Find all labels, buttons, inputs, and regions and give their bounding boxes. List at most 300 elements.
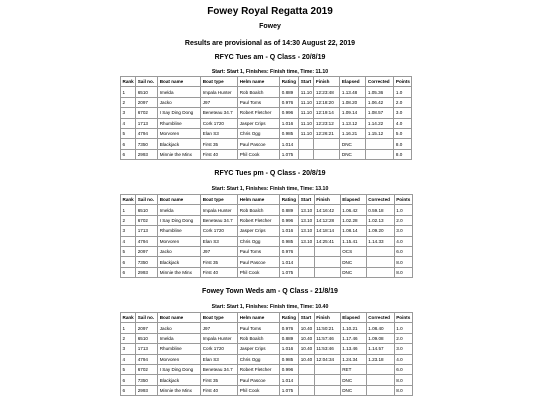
elapsed-cell: 1.13.46 — [340, 344, 366, 354]
elapsed-cell: 1.16.21 — [340, 128, 366, 138]
start-cell: 11.10 — [299, 108, 314, 118]
sail-no-cell: 6510 — [136, 205, 158, 215]
points-cell: 1.0 — [394, 323, 412, 333]
points-cell: 3.0 — [394, 108, 412, 118]
elapsed-cell: 1.08.20 — [340, 97, 366, 107]
start-cell: 13.10 — [299, 236, 315, 246]
helm-name-cell: Robert Fletcher — [238, 364, 280, 374]
sail-no-cell: 6510 — [136, 87, 158, 97]
points-cell: 4.0 — [394, 354, 412, 364]
helm-name-cell: Paul Toms — [238, 97, 280, 107]
sail-no-cell: 4794 — [136, 128, 158, 138]
race-3-start-info: Start: Start 1, Finishes: Finish time, Time: 10.40 — [211, 304, 329, 310]
rank-cell: 1 — [121, 205, 136, 215]
rank-cell: 2 — [121, 97, 136, 107]
column-header-finish: Finish — [314, 313, 340, 323]
boat-type-cell: Impala Hunter — [201, 87, 238, 97]
table-row — [121, 87, 412, 97]
helm-name-cell: Phil Cook — [238, 149, 280, 159]
rank-cell: 4 — [121, 236, 136, 246]
venue-title: Fowey — [259, 23, 281, 30]
boat-name-cell: Rhumbline — [158, 344, 201, 354]
points-cell: 1.0 — [394, 87, 412, 97]
race-1-results-table — [120, 76, 412, 160]
boat-type-cell: Cork 1720 — [201, 344, 238, 354]
table-row — [121, 108, 412, 118]
start-cell: 10.40 — [299, 323, 315, 333]
start-cell — [299, 364, 315, 374]
boat-name-cell: I Say Ding Dong — [158, 215, 201, 225]
helm-name-cell: Robert Fletcher — [238, 215, 280, 225]
sail-no-cell: 1713 — [136, 226, 158, 236]
helm-name-cell: Jasper Crips — [238, 118, 280, 128]
column-header-helm-name: Helm name — [238, 313, 280, 323]
boat-name-cell: Imelda — [158, 333, 201, 343]
finish-cell — [314, 364, 340, 374]
race-3-results-table — [120, 312, 413, 396]
rank-cell: 5 — [121, 246, 136, 256]
regatta-title: Fowey Royal Regatta 2019 — [207, 6, 333, 17]
sail-no-cell: 6510 — [136, 333, 158, 343]
elapsed-cell: DNC — [340, 257, 366, 267]
corrected-cell: 1.08.57 — [366, 108, 394, 118]
corrected-cell — [366, 149, 394, 159]
table-row — [121, 215, 413, 225]
column-header-rank: Rank — [121, 77, 136, 87]
rating-cell: 0.996 — [280, 108, 299, 118]
elapsed-cell: 1.02.28 — [340, 215, 366, 225]
helm-name-cell: Phil Cook — [238, 267, 280, 277]
boat-name-cell: Blackjack — [158, 139, 201, 149]
table-row — [121, 226, 413, 236]
table-header-row — [121, 77, 412, 87]
column-header-finish: Finish — [314, 77, 340, 87]
helm-name-cell: Paul Pascoe — [238, 375, 280, 385]
points-cell: 2.0 — [394, 215, 412, 225]
boat-name-cell: Minnie the Minx — [158, 149, 201, 159]
table-row — [121, 118, 412, 128]
column-header-start: Start — [299, 77, 314, 87]
race-3-title: Fowey Town Weds am - Q Class - 21/8/19 — [202, 288, 338, 295]
start-cell — [299, 385, 315, 395]
points-cell: 6.0 — [394, 364, 412, 374]
rating-cell: 0.889 — [280, 205, 299, 215]
boat-type-cell: Impala Hunter — [201, 205, 238, 215]
elapsed-cell: OCS — [340, 246, 366, 256]
elapsed-cell: RET — [340, 364, 366, 374]
column-header-sail-no: Sail no. — [136, 77, 158, 87]
table-row — [121, 333, 413, 343]
rating-cell: 0.985 — [280, 236, 299, 246]
rating-cell: 1.014 — [280, 139, 299, 149]
elapsed-cell: DNC — [340, 385, 366, 395]
start-cell — [299, 267, 315, 277]
sail-no-cell: 7350 — [136, 375, 158, 385]
sail-no-cell: 2993 — [136, 267, 158, 277]
start-cell: 10.40 — [299, 344, 315, 354]
boat-name-cell: Morvoren — [158, 354, 201, 364]
column-header-helm-name: Helm name — [238, 77, 280, 87]
boat-name-cell: I Say Ding Dong — [158, 108, 201, 118]
elapsed-cell: 1.09.14 — [340, 108, 366, 118]
finish-cell: 11:53:46 — [314, 344, 340, 354]
start-cell: 11.10 — [299, 128, 314, 138]
start-cell: 13.10 — [299, 226, 315, 236]
rank-cell: 5 — [121, 128, 136, 138]
corrected-cell: 1.06.42 — [366, 97, 394, 107]
finish-cell — [314, 385, 340, 395]
column-header-boat-type: Boat type — [201, 77, 238, 87]
elapsed-cell: 1.24.34 — [340, 354, 366, 364]
table-row — [121, 139, 412, 149]
column-header-elapsed: Elapsed — [340, 77, 366, 87]
rank-cell: 2 — [121, 333, 136, 343]
finish-cell: 14:25:41 — [314, 236, 340, 246]
start-cell: 13.10 — [299, 215, 315, 225]
finish-cell: 14:12:28 — [314, 215, 340, 225]
table-row — [121, 267, 413, 277]
table-row — [121, 354, 413, 364]
finish-cell — [314, 149, 340, 159]
boat-name-cell: Rhumbline — [158, 226, 201, 236]
corrected-cell: 1.14.22 — [366, 118, 394, 128]
rating-cell: 1.016 — [280, 118, 299, 128]
boat-type-cell: Elan S3 — [201, 128, 238, 138]
boat-type-cell: Beneteau 34.7 — [201, 364, 238, 374]
column-header-finish: Finish — [314, 195, 340, 205]
rank-cell: 3 — [121, 108, 136, 118]
boat-type-cell: Beneteau 34.7 — [201, 215, 238, 225]
rating-cell: 0.976 — [280, 97, 299, 107]
column-header-rating: Rating — [280, 77, 299, 87]
table-row — [121, 385, 413, 395]
corrected-cell: 0.59.18 — [366, 205, 394, 215]
boat-type-cell: Elan S3 — [201, 354, 238, 364]
race-1-start-info: Start: Start 1, Finishes: Finish time, Time: 11.10 — [211, 69, 329, 75]
boat-name-cell: I Say Ding Dong — [158, 364, 201, 374]
points-cell: 3.0 — [394, 226, 412, 236]
rank-cell: 6 — [121, 385, 136, 395]
rank-cell: 1 — [121, 87, 136, 97]
corrected-cell: 1.09.20 — [366, 226, 394, 236]
finish-cell: 14:16:42 — [314, 205, 340, 215]
elapsed-cell: 1.10.21 — [340, 323, 366, 333]
corrected-cell: 1.15.12 — [366, 128, 394, 138]
finish-cell: 12:18:20 — [314, 97, 340, 107]
corrected-cell: 1.08.40 — [366, 323, 394, 333]
helm-name-cell: Chris Ogg — [238, 128, 280, 138]
table-row — [121, 236, 413, 246]
rank-cell: 4 — [121, 118, 136, 128]
rating-cell: 0.889 — [280, 87, 299, 97]
sail-no-cell: 2097 — [136, 97, 158, 107]
boat-type-cell: Cork 1720 — [201, 118, 238, 128]
table-row — [121, 246, 413, 256]
race-2-results-table — [120, 194, 413, 278]
rating-cell: 0.985 — [280, 128, 299, 138]
rank-cell: 6 — [121, 257, 136, 267]
elapsed-cell: 1.13.48 — [340, 87, 366, 97]
rank-cell: 1 — [121, 323, 136, 333]
race-2-title: RFYC Tues pm - Q Class - 20/8/19 — [214, 170, 326, 177]
finish-cell — [314, 139, 340, 149]
finish-cell — [314, 246, 340, 256]
boat-type-cell: First 40 — [201, 385, 238, 395]
boat-name-cell: Imelda — [158, 87, 201, 97]
table-header-row — [121, 195, 413, 205]
column-header-rank: Rank — [121, 313, 136, 323]
boat-type-cell: Impala Hunter — [201, 333, 238, 343]
column-header-rank: Rank — [121, 195, 136, 205]
table-row — [121, 257, 413, 267]
finish-cell: 11:57:46 — [314, 333, 340, 343]
column-header-start: Start — [299, 195, 315, 205]
finish-cell — [314, 267, 340, 277]
start-cell — [299, 149, 314, 159]
points-cell: 8.0 — [394, 385, 412, 395]
points-cell: 2.0 — [394, 97, 412, 107]
corrected-cell: 1.23.18 — [366, 354, 394, 364]
column-header-sail-no: Sail no. — [136, 313, 158, 323]
rank-cell: 6 — [121, 149, 136, 159]
start-cell: 11.10 — [299, 118, 314, 128]
start-cell — [299, 246, 315, 256]
finish-cell: 12:23:48 — [314, 87, 340, 97]
finish-cell: 12:04:34 — [314, 354, 340, 364]
elapsed-cell: DNC — [340, 267, 366, 277]
corrected-cell: 1.14.33 — [366, 236, 394, 246]
points-cell: 8.0 — [394, 267, 412, 277]
helm-name-cell: Rob Boalch — [238, 333, 280, 343]
helm-name-cell: Paul Toms — [238, 246, 280, 256]
boat-name-cell: Jacko — [158, 246, 201, 256]
points-cell: 3.0 — [394, 344, 412, 354]
column-header-elapsed: Elapsed — [340, 195, 366, 205]
sail-no-cell: 2097 — [136, 323, 158, 333]
points-cell: 1.0 — [394, 205, 412, 215]
rank-cell: 4 — [121, 354, 136, 364]
corrected-cell: 1.05.36 — [366, 87, 394, 97]
rating-cell: 1.075 — [280, 385, 299, 395]
boat-name-cell: Jacko — [158, 97, 201, 107]
boat-name-cell: Rhumbline — [158, 118, 201, 128]
column-header-points: Points — [394, 313, 412, 323]
corrected-cell — [366, 257, 394, 267]
boat-type-cell: First 40 — [201, 149, 238, 159]
column-header-corrected: Corrected — [366, 195, 394, 205]
table-row — [121, 364, 413, 374]
table-row — [121, 149, 412, 159]
start-cell — [299, 257, 315, 267]
helm-name-cell: Jasper Crips — [238, 344, 280, 354]
boat-name-cell: Imelda — [158, 205, 201, 215]
rating-cell: 0.985 — [280, 354, 299, 364]
points-cell: 4.0 — [394, 236, 412, 246]
sail-no-cell: 6702 — [136, 215, 158, 225]
finish-cell: 11:50:21 — [314, 323, 340, 333]
rating-cell: 1.014 — [280, 257, 299, 267]
helm-name-cell: Rob Boalch — [238, 87, 280, 97]
points-cell: 8.0 — [394, 257, 412, 267]
column-header-boat-name: Boat name — [158, 195, 201, 205]
column-header-points: Points — [394, 77, 412, 87]
points-cell: 2.0 — [394, 333, 412, 343]
rating-cell: 0.976 — [280, 323, 299, 333]
boat-type-cell: Elan S3 — [201, 236, 238, 246]
boat-name-cell: Morvoren — [158, 236, 201, 246]
start-cell — [299, 139, 314, 149]
corrected-cell — [366, 364, 394, 374]
boat-type-cell: J97 — [201, 323, 238, 333]
column-header-boat-type: Boat type — [201, 195, 238, 205]
boat-type-cell: First 35 — [201, 375, 238, 385]
boat-name-cell: Blackjack — [158, 257, 201, 267]
sail-no-cell: 7350 — [136, 139, 158, 149]
boat-type-cell: First 40 — [201, 267, 238, 277]
corrected-cell — [366, 375, 394, 385]
elapsed-cell: 1.13.12 — [340, 118, 366, 128]
sail-no-cell: 1713 — [136, 344, 158, 354]
boat-type-cell: J97 — [201, 97, 238, 107]
rating-cell: 1.075 — [280, 149, 299, 159]
boat-name-cell: Minnie the Minx — [158, 385, 201, 395]
helm-name-cell: Jasper Crips — [238, 226, 280, 236]
elapsed-cell: 1.17.46 — [340, 333, 366, 343]
rank-cell: 3 — [121, 226, 136, 236]
corrected-cell — [366, 385, 394, 395]
table-row — [121, 375, 413, 385]
table-row — [121, 323, 413, 333]
column-header-rating: Rating — [280, 195, 299, 205]
start-cell — [299, 375, 315, 385]
helm-name-cell: Phil Cook — [238, 385, 280, 395]
table-row — [121, 205, 413, 215]
rating-cell: 1.014 — [280, 375, 299, 385]
finish-cell: 12:19:14 — [314, 108, 340, 118]
boat-name-cell: Minnie the Minx — [158, 267, 201, 277]
points-cell: 8.0 — [394, 149, 412, 159]
corrected-cell: 1.14.57 — [366, 344, 394, 354]
corrected-cell — [366, 246, 394, 256]
elapsed-cell: DNC — [340, 149, 366, 159]
table-row — [121, 128, 412, 138]
elapsed-cell: 1.06.42 — [340, 205, 366, 215]
helm-name-cell: Rob Boalch — [238, 205, 280, 215]
boat-type-cell: First 35 — [201, 257, 238, 267]
column-header-boat-type: Boat type — [201, 313, 238, 323]
points-cell: 4.0 — [394, 118, 412, 128]
helm-name-cell: Robert Fletcher — [238, 108, 280, 118]
start-cell: 11.10 — [299, 87, 314, 97]
rating-cell: 0.996 — [280, 215, 299, 225]
table-row — [121, 344, 413, 354]
rank-cell: 6 — [121, 267, 136, 277]
boat-type-cell: First 35 — [201, 139, 238, 149]
sail-no-cell: 7350 — [136, 257, 158, 267]
column-header-helm-name: Helm name — [238, 195, 280, 205]
elapsed-cell: 1.15.41 — [340, 236, 366, 246]
rank-cell: 3 — [121, 344, 136, 354]
elapsed-cell: DNC — [340, 139, 366, 149]
elapsed-cell: 1.08.14 — [340, 226, 366, 236]
corrected-cell: 1.09.08 — [366, 333, 394, 343]
start-cell: 10.40 — [299, 354, 315, 364]
start-cell: 11.10 — [299, 97, 314, 107]
points-cell: 5.0 — [394, 128, 412, 138]
helm-name-cell: Paul Toms — [238, 323, 280, 333]
sail-no-cell: 1713 — [136, 118, 158, 128]
boat-name-cell: Morvoren — [158, 128, 201, 138]
helm-name-cell: Chris Ogg — [238, 236, 280, 246]
rating-cell: 0.996 — [280, 364, 299, 374]
finish-cell — [314, 375, 340, 385]
start-cell: 13.10 — [299, 205, 315, 215]
boat-type-cell: J97 — [201, 246, 238, 256]
points-cell: 6.0 — [394, 246, 412, 256]
finish-cell: 12:23:12 — [314, 118, 340, 128]
rating-cell: 1.016 — [280, 226, 299, 236]
sail-no-cell: 2993 — [136, 149, 158, 159]
rank-cell: 5 — [121, 364, 136, 374]
corrected-cell — [366, 139, 394, 149]
race-1-title: RFYC Tues am - Q Class - 20/8/19 — [214, 54, 326, 61]
column-header-corrected: Corrected — [366, 313, 394, 323]
corrected-cell — [366, 267, 394, 277]
helm-name-cell: Paul Pascoe — [238, 257, 280, 267]
column-header-corrected: Corrected — [366, 77, 394, 87]
column-header-boat-name: Boat name — [158, 77, 201, 87]
sail-no-cell: 4794 — [136, 354, 158, 364]
rating-cell: 0.889 — [280, 333, 299, 343]
helm-name-cell: Paul Pascoe — [238, 139, 280, 149]
column-header-rating: Rating — [280, 313, 299, 323]
boat-type-cell: Cork 1720 — [201, 226, 238, 236]
rating-cell: 0.976 — [280, 246, 299, 256]
boat-name-cell: Jacko — [158, 323, 201, 333]
sail-no-cell: 6702 — [136, 364, 158, 374]
column-header-points: Points — [394, 195, 412, 205]
rank-cell: 2 — [121, 215, 136, 225]
rank-cell: 6 — [121, 375, 136, 385]
table-row — [121, 97, 412, 107]
start-cell: 10.40 — [299, 333, 315, 343]
elapsed-cell: DNC — [340, 375, 366, 385]
column-header-elapsed: Elapsed — [340, 313, 366, 323]
rating-cell: 1.016 — [280, 344, 299, 354]
corrected-cell: 1.02.13 — [366, 215, 394, 225]
column-header-sail-no: Sail no. — [136, 195, 158, 205]
boat-type-cell: Beneteau 34.7 — [201, 108, 238, 118]
table-header-row — [121, 313, 413, 323]
sail-no-cell: 2097 — [136, 246, 158, 256]
column-header-boat-name: Boat name — [158, 313, 201, 323]
points-cell: 8.0 — [394, 375, 412, 385]
finish-cell: 14:18:14 — [314, 226, 340, 236]
rank-cell: 6 — [121, 139, 136, 149]
finish-cell — [314, 257, 340, 267]
sail-no-cell: 6702 — [136, 108, 158, 118]
helm-name-cell: Chris Ogg — [238, 354, 280, 364]
column-header-start: Start — [299, 313, 315, 323]
race-2-start-info: Start: Start 1, Finishes: Finish time, Time: 13.10 — [211, 186, 329, 192]
rating-cell: 1.075 — [280, 267, 299, 277]
sail-no-cell: 2993 — [136, 385, 158, 395]
boat-name-cell: Blackjack — [158, 375, 201, 385]
points-cell: 8.0 — [394, 139, 412, 149]
sail-no-cell: 4794 — [136, 236, 158, 246]
provisional-notice: Results are provisional as of 14:30 August 22, 2019 — [184, 40, 356, 47]
finish-cell: 12:26:21 — [314, 128, 340, 138]
